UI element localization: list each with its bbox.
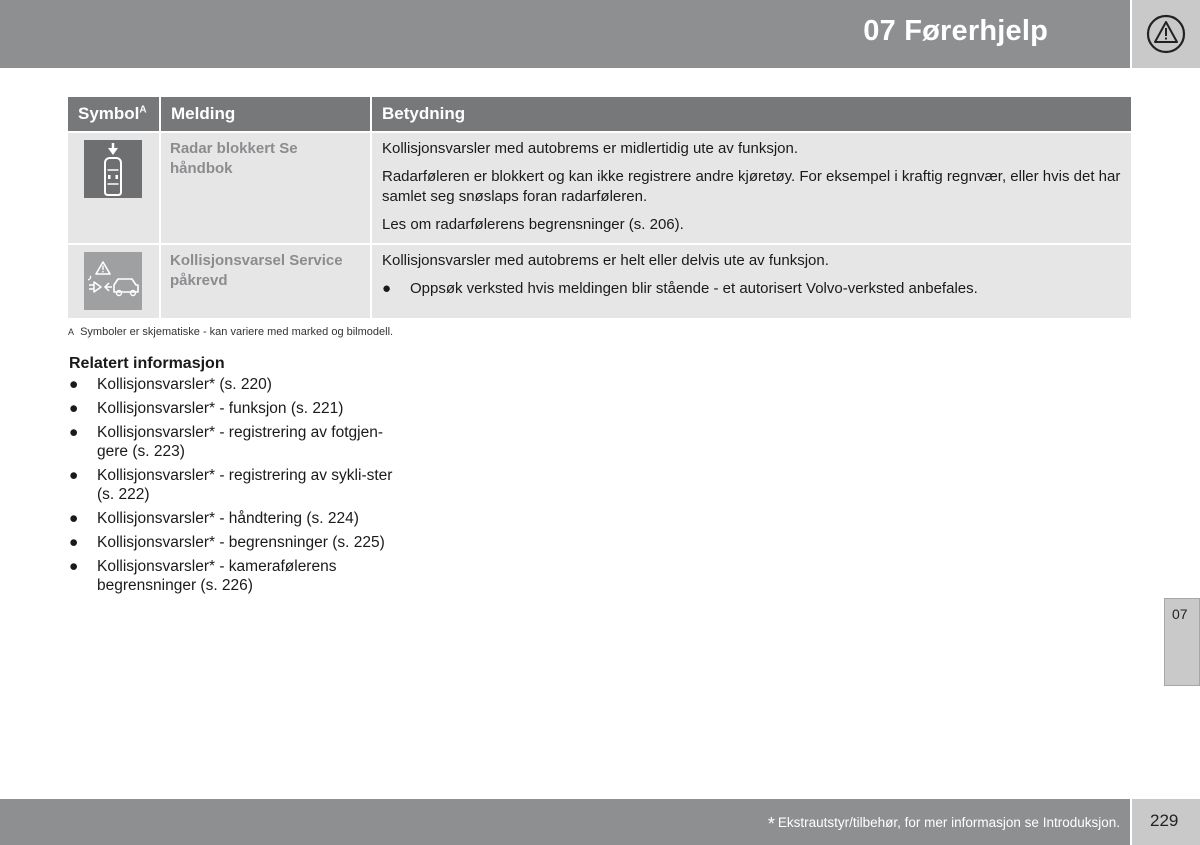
meaning-cell	[371, 244, 1131, 318]
related-info-list	[69, 375, 409, 600]
bullet-dot: ●	[69, 424, 79, 441]
column-header-meaning: Betydning	[371, 97, 1131, 132]
table-header-row	[68, 97, 1131, 132]
chapter-header	[0, 0, 1130, 68]
meaning-paragraph: Radarføleren er blokkert og kan ikke registrere andre kjøretøy. For eksempel i kraftig regnvær, eller hvis det har samlet seg snøslaps foran radarføleren.	[382, 168, 1121, 205]
footnote-text: Symboler er skjematiske - kan variere med marked og bilmodell.	[80, 326, 394, 338]
list-item[interactable]	[69, 509, 409, 528]
bullet-dot: ●	[382, 280, 392, 297]
column-header-symbol-footnote-mark: A	[139, 104, 147, 116]
footnote-mark: A	[68, 327, 75, 337]
chapter-side-tab[interactable]	[1164, 598, 1200, 686]
related-link[interactable]: Kollisjonsvarsler* - håndtering (s. 224)	[97, 510, 359, 527]
meaning-paragraph: Kollisjonsvarsler med autobrems er helt eller delvis ute av funksjon.	[382, 252, 829, 269]
bullet-dot: ●	[69, 376, 79, 393]
related-link[interactable]: Kollisjonsvarsler* - begrensninger (s. 225)	[97, 534, 385, 551]
related-link[interactable]: Kollisjonsvarsler* - funksjon (s. 221)	[97, 400, 344, 417]
table-row	[68, 244, 1131, 318]
bullet-dot: ●	[69, 534, 79, 551]
chapter-side-tab-label: 07	[1172, 606, 1188, 622]
footer-star: *	[767, 814, 775, 834]
column-header-symbol-label: Symbol	[78, 104, 140, 123]
symbol-cell	[68, 244, 160, 318]
page-number: 229	[1150, 811, 1179, 830]
related-link[interactable]: Kollisjonsvarsler* (s. 220)	[97, 376, 272, 393]
page-number-box	[1132, 799, 1200, 845]
message-table	[68, 97, 1131, 318]
bullet-dot: ●	[69, 467, 79, 484]
related-link[interactable]: Kollisjonsvarsler* - kamerafølerens begrensninger (s. 226)	[97, 558, 337, 594]
column-header-message: Melding	[160, 97, 371, 132]
chapter-icon-box	[1132, 0, 1200, 68]
meaning-paragraph: Les om radarfølerens begrensninger (s. 206).	[382, 216, 684, 233]
symbol-cell	[68, 132, 160, 244]
table-row	[68, 132, 1131, 244]
bullet-dot: ●	[69, 510, 79, 527]
related-link[interactable]: Kollisjonsvarsler* - registrering av sykli-ster (s. 222)	[97, 467, 393, 503]
footer-note	[768, 814, 1120, 835]
footer-note-text: Ekstrautstyr/tilbehør, for mer informasjon se Introduksjon.	[777, 815, 1120, 830]
collision-warning-service-icon	[84, 252, 142, 310]
meaning-cell	[371, 132, 1131, 244]
list-item[interactable]	[69, 466, 409, 504]
bullet-dot: ●	[69, 558, 79, 575]
list-item[interactable]	[69, 423, 409, 461]
meaning-bullet	[382, 279, 1121, 299]
meaning-paragraph: Kollisjonsvarsler med autobrems er midlertidig ute av funksjon.	[382, 140, 799, 157]
column-header-symbol	[68, 97, 160, 132]
radar-blocked-icon	[84, 140, 142, 198]
list-item[interactable]	[69, 557, 409, 595]
warning-triangle-icon	[1146, 14, 1186, 54]
meaning-bullet-text: Oppsøk verksted hvis meldingen blir stående - et autorisert Volvo-verksted anbefales.	[410, 280, 978, 297]
list-item[interactable]	[69, 399, 409, 418]
list-item[interactable]	[69, 375, 409, 394]
page-footer	[0, 799, 1130, 845]
message-text: Radar blokkert Se håndbok	[160, 132, 371, 244]
table-footnote	[68, 326, 393, 338]
chapter-title: 07 Førerhjelp	[863, 15, 1048, 47]
bullet-dot: ●	[69, 400, 79, 417]
message-text: Kollisjonsvarsel Service påkrevd	[160, 244, 371, 318]
list-item[interactable]	[69, 533, 409, 552]
related-link[interactable]: Kollisjonsvarsler* - registrering av fotgjen-gere (s. 223)	[97, 424, 384, 460]
related-info-heading: Relatert informasjon	[69, 355, 225, 372]
